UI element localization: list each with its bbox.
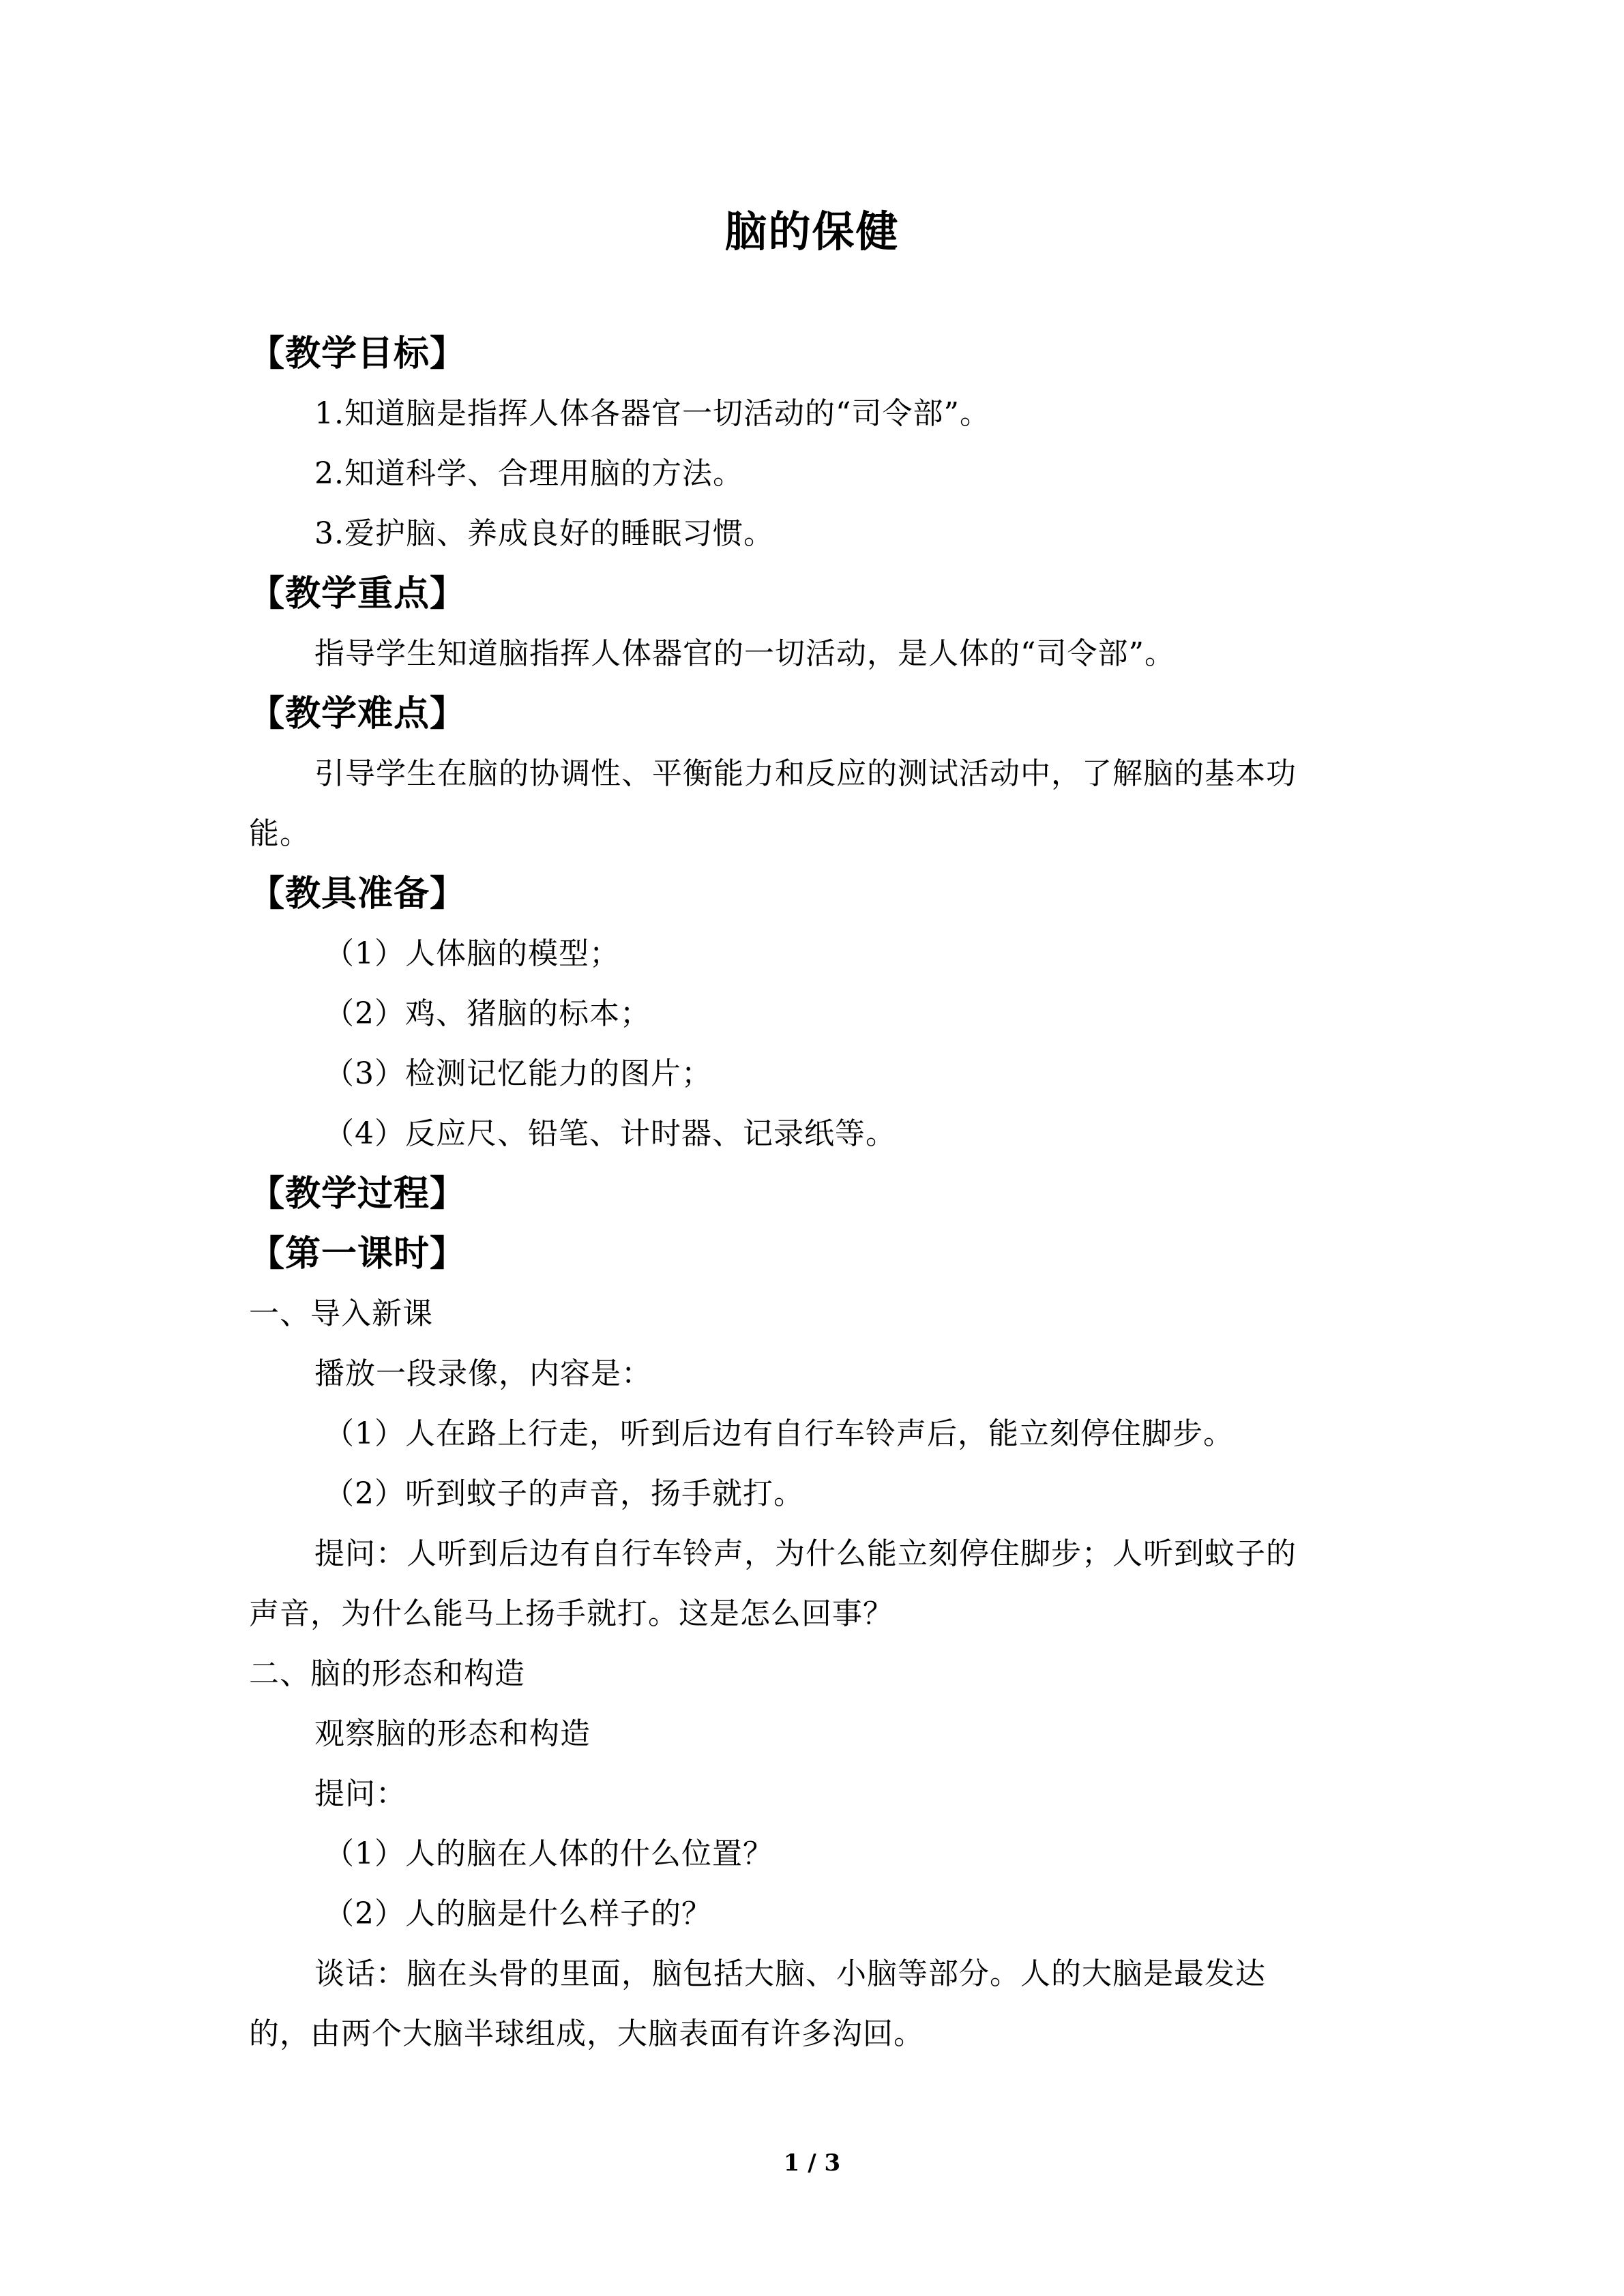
part2-question-label: 提问： (314, 1776, 407, 1811)
part1-question-continued: 声音，为什么能马上扬手就打。这是怎么回事？ (249, 1596, 894, 1631)
part1-item: （1）人在路上行走，听到后边有自行车铃声后，能立刻停住脚步。 (324, 1416, 1234, 1451)
material-item: （1）人体脑的模型； (324, 936, 620, 971)
objective-item: 2.知道科学、合理用脑的方法。 (314, 456, 743, 491)
material-item: （4）反应尺、铅笔、计时器、记录纸等。 (324, 1116, 896, 1151)
part2-observe: 观察脑的形态和构造 (314, 1716, 591, 1751)
key-points-heading: 【教学重点】 (249, 573, 467, 614)
first-lesson-heading: 【第一课时】 (249, 1234, 467, 1274)
materials-heading: 【教具准备】 (249, 874, 467, 914)
part2-talk-continued: 的，由两个大脑半球组成，大脑表面有许多沟回。 (249, 2016, 924, 2051)
part1-intro: 播放一段录像，内容是： (314, 1356, 652, 1391)
part2-title: 二、脑的形态和构造 (249, 1656, 525, 1691)
material-item: （2）鸡、猪脑的标本； (324, 996, 651, 1031)
document-body (249, 324, 1378, 2064)
part2-item: （1）人的脑在人体的什么位置？ (324, 1836, 773, 1871)
difficulties-text-continued: 能。 (249, 816, 310, 851)
process-heading: 【教学过程】 (249, 1174, 467, 1214)
part2-item: （2）人的脑是什么样子的？ (324, 1896, 712, 1931)
objective-item: 3.爱护脑、养成良好的睡眠习惯。 (314, 516, 774, 551)
part1-item: （2）听到蚊子的声音，扬手就打。 (324, 1476, 804, 1511)
material-item: （3）检测记忆能力的图片； (324, 1056, 712, 1091)
difficulties-heading: 【教学难点】 (249, 694, 467, 734)
part1-question: 提问：人听到后边有自行车铃声，为什么能立刻停住脚步；人听到蚊子的 (314, 1536, 1297, 1571)
part1-title: 一、导入新课 (249, 1296, 433, 1331)
difficulties-text: 引导学生在脑的协调性、平衡能力和反应的测试活动中，了解脑的基本功 (314, 756, 1297, 791)
objectives-heading: 【教学目标】 (249, 333, 467, 374)
page-number: 1 / 3 (783, 2149, 841, 2177)
key-points-text: 指导学生知道脑指挥人体器官的一切活动，是人体的“司令部”。 (314, 636, 1175, 671)
objective-item: 1.知道脑是指挥人体各器官一切活动的“司令部”。 (314, 396, 990, 431)
part2-talk: 谈话：脑在头骨的里面，脑包括大脑、小脑等部分。人的大脑是最发达 (314, 1956, 1266, 1991)
page-title: 脑的保健 (724, 207, 900, 256)
